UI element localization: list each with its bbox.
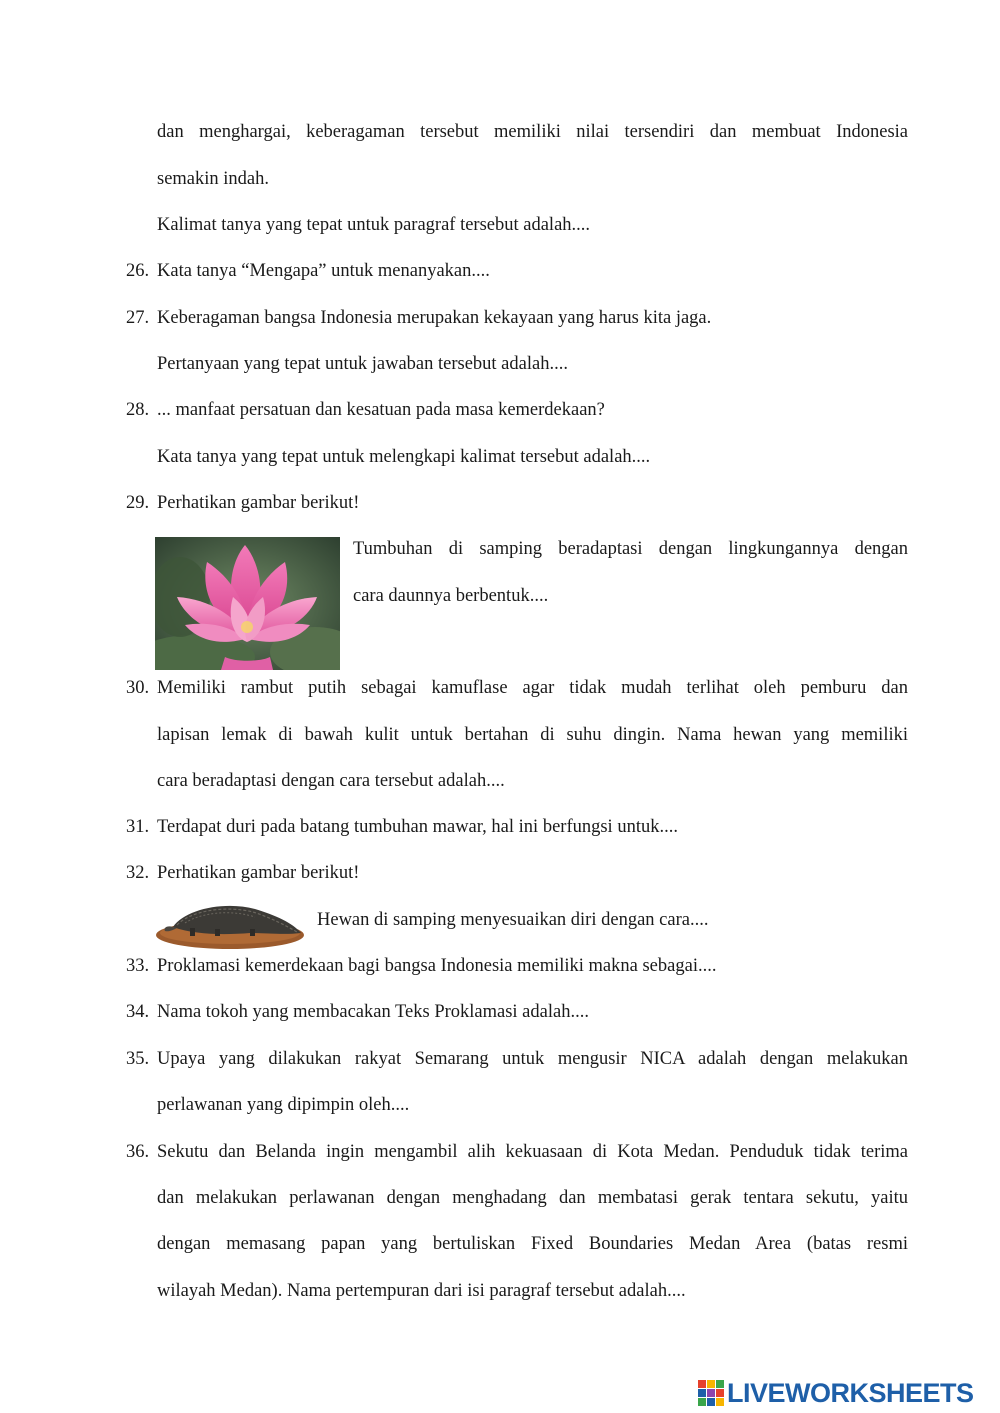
question-36-line-1: Sekutu dan Belanda ingin mengambil alih kekuasaan di Kota Medan. Penduduk tidak terima [157, 1142, 908, 1162]
logo-grid-icon [698, 1380, 724, 1406]
pangolin-image [155, 895, 305, 953]
question-number: 32. [126, 863, 150, 883]
question-number: 33. [126, 956, 150, 976]
question-36-line-2: dan melakukan perlawanan dengan menghadang dan membatasi gerak tentara sekutu, yaitu [157, 1188, 908, 1208]
question-36-line-4: wilayah Medan). Nama pertempuran dari isi paragraf tersebut adalah.... [157, 1281, 686, 1301]
question-number: 30. [126, 678, 150, 698]
question-35-line-2: perlawanan yang dipimpin oleh.... [157, 1095, 410, 1115]
question-28-prompt: Kata tanya yang tepat untuk melengkapi kalimat tersebut adalah.... [157, 447, 651, 467]
question-number: 27. [126, 308, 150, 328]
question-32-caption: Hewan di samping menyesuaikan diri dengan cara.... [317, 910, 709, 930]
intro-prompt: Kalimat tanya yang tepat untuk paragraf tersebut adalah.... [157, 215, 591, 235]
question-30-line-1: Memiliki rambut putih sebagai kamuflase agar tidak mudah terlihat oleh pemburu dan [157, 678, 908, 698]
question-number: 29. [126, 493, 150, 513]
question-30-line-3: cara beradaptasi dengan cara tersebut adalah.... [157, 771, 505, 791]
intro-line-1: dan menghargai, keberagaman tersebut memiliki nilai tersendiri dan membuat Indonesia [157, 122, 908, 142]
question-number: 36. [126, 1142, 150, 1162]
question-34-text: Nama tokoh yang membacakan Teks Proklamasi adalah.... [157, 1002, 589, 1022]
liveworksheets-logo [698, 1378, 974, 1408]
question-number: 26. [126, 261, 150, 281]
question-28-text: ... manfaat persatuan dan kesatuan pada masa kemerdekaan? [157, 400, 605, 420]
question-number: 31. [126, 817, 150, 837]
intro-line-2: semakin indah. [157, 169, 270, 189]
question-29-caption-2: cara daunnya berbentuk.... [353, 586, 549, 606]
question-number: 28. [126, 400, 150, 420]
question-33-text: Proklamasi kemerdekaan bagi bangsa Indonesia memiliki makna sebagai.... [157, 956, 717, 976]
question-27-prompt: Pertanyaan yang tepat untuk jawaban tersebut adalah.... [157, 354, 568, 374]
question-35-line-1: Upaya yang dilakukan rakyat Semarang untuk mengusir NICA adalah dengan melakukan [157, 1049, 908, 1069]
question-31-text: Terdapat duri pada batang tumbuhan mawar, hal ini berfungsi untuk.... [157, 817, 678, 837]
question-30-line-2: lapisan lemak di bawah kulit untuk bertahan di suhu dingin. Nama hewan yang memiliki [157, 725, 908, 745]
question-number: 34. [126, 1002, 150, 1022]
question-27-text: Keberagaman bangsa Indonesia merupakan kekayaan yang harus kita jaga. [157, 308, 712, 328]
question-number: 35. [126, 1049, 150, 1069]
logo-text: LIVEWORKSHEETS [727, 1377, 974, 1408]
question-36-line-3: dengan memasang papan yang bertuliskan Fixed Boundaries Medan Area (batas resmi [157, 1234, 908, 1254]
lotus-image [155, 537, 340, 670]
question-26-text: Kata tanya “Mengapa” untuk menanyakan.... [157, 261, 490, 281]
question-29-text: Perhatikan gambar berikut! [157, 493, 360, 513]
question-32-text: Perhatikan gambar berikut! [157, 863, 360, 883]
question-29-caption-1: Tumbuhan di samping beradaptasi dengan lingkungannya dengan [353, 539, 908, 559]
